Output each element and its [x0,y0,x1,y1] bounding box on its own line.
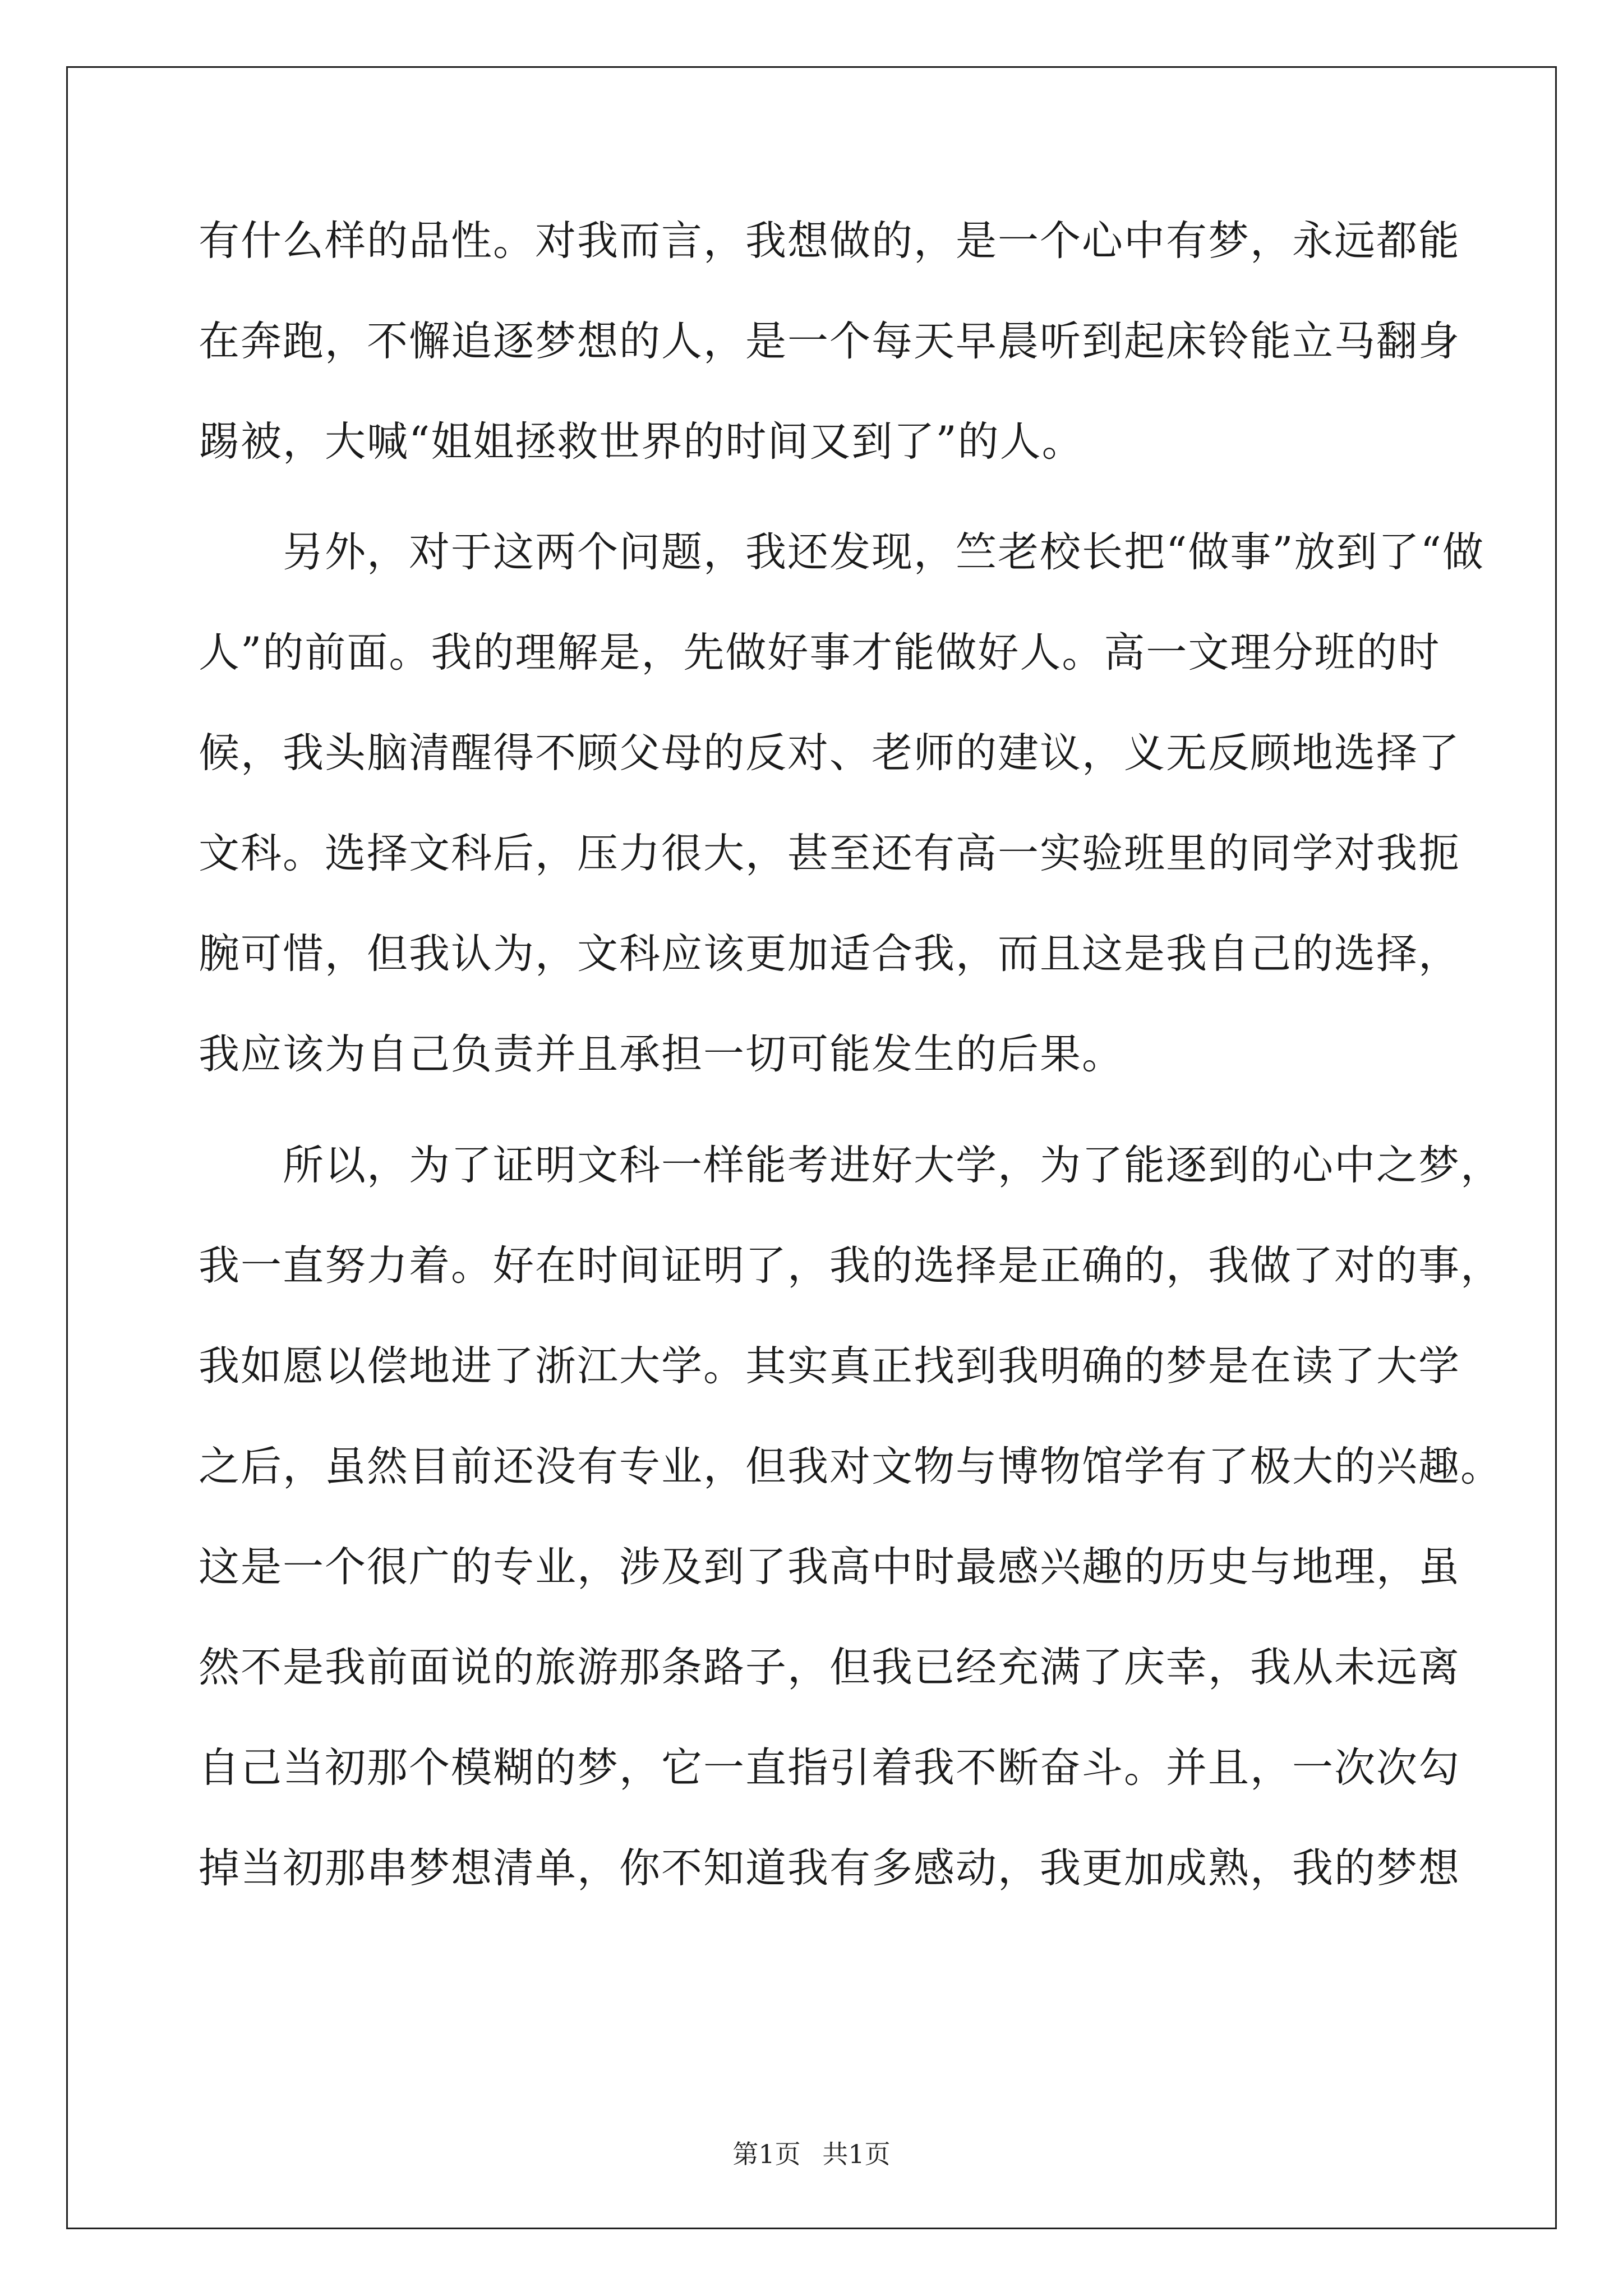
text-line: 踢被，大喊“姐姐拯救世界的时间又到了”的人。 [199,418,1084,466]
text-line: 文科。选择文科后，压力很大，甚至还有高一实验班里的同学对我扼 [199,830,1460,877]
text-line: 另外，对于这两个问题，我还发现，竺老校长把“做事”放到了“做 [199,528,1484,576]
text-line: 腕可惜，但我认为，文科应该更加适合我，而且这是我自己的选择， [199,930,1460,978]
text-line: 在奔跑，不懈追逐梦想的人，是一个每天早晨听到起床铃能立马翻身 [199,318,1460,365]
page-total: 共1页 [822,2139,891,2169]
text-line: 我应该为自己负责并且承担一切可能发生的后果。 [199,1030,1124,1078]
text-line: 所以，为了证明文科一样能考进好大学，为了能逐到的心中之梦， [199,1142,1502,1189]
text-line: 人”的前面。我的理解是，先做好事才能做好人。高一文理分班的时 [199,629,1441,677]
page-number: 第1页 [732,2139,801,2169]
text-line: 有什么样的品性。对我而言，我想做的，是一个心中有梦，永远都能 [199,217,1460,265]
text-line: 掉当初那串梦想清单，你不知道我有多感动，我更加成熟，我的梦想 [199,1844,1460,1892]
text-line: 候，我头脑清醒得不顾父母的反对、老师的建议，义无反顾地选择了 [199,729,1460,777]
text-line: 之后，虽然目前还没有专业，但我对文物与博物馆学有了极大的兴趣。 [199,1443,1502,1490]
page-footer [0,2137,1623,2171]
text-line: 我一直努力着。好在时间证明了，我的选择是正确的，我做了对的事， [199,1242,1502,1290]
text-line: 自己当初那个模糊的梦，它一直指引着我不断奋斗。并且，一次次勾 [199,1744,1460,1792]
text-line: 我如愿以偿地进了浙江大学。其实真正找到我明确的梦是在读了大学 [199,1342,1460,1390]
text-line: 这是一个很广的专业，涉及到了我高中时最感兴趣的历史与地理，虽 [199,1543,1460,1591]
text-line: 然不是我前面说的旅游那条路子，但我已经充满了庆幸，我从未远离 [199,1644,1460,1691]
